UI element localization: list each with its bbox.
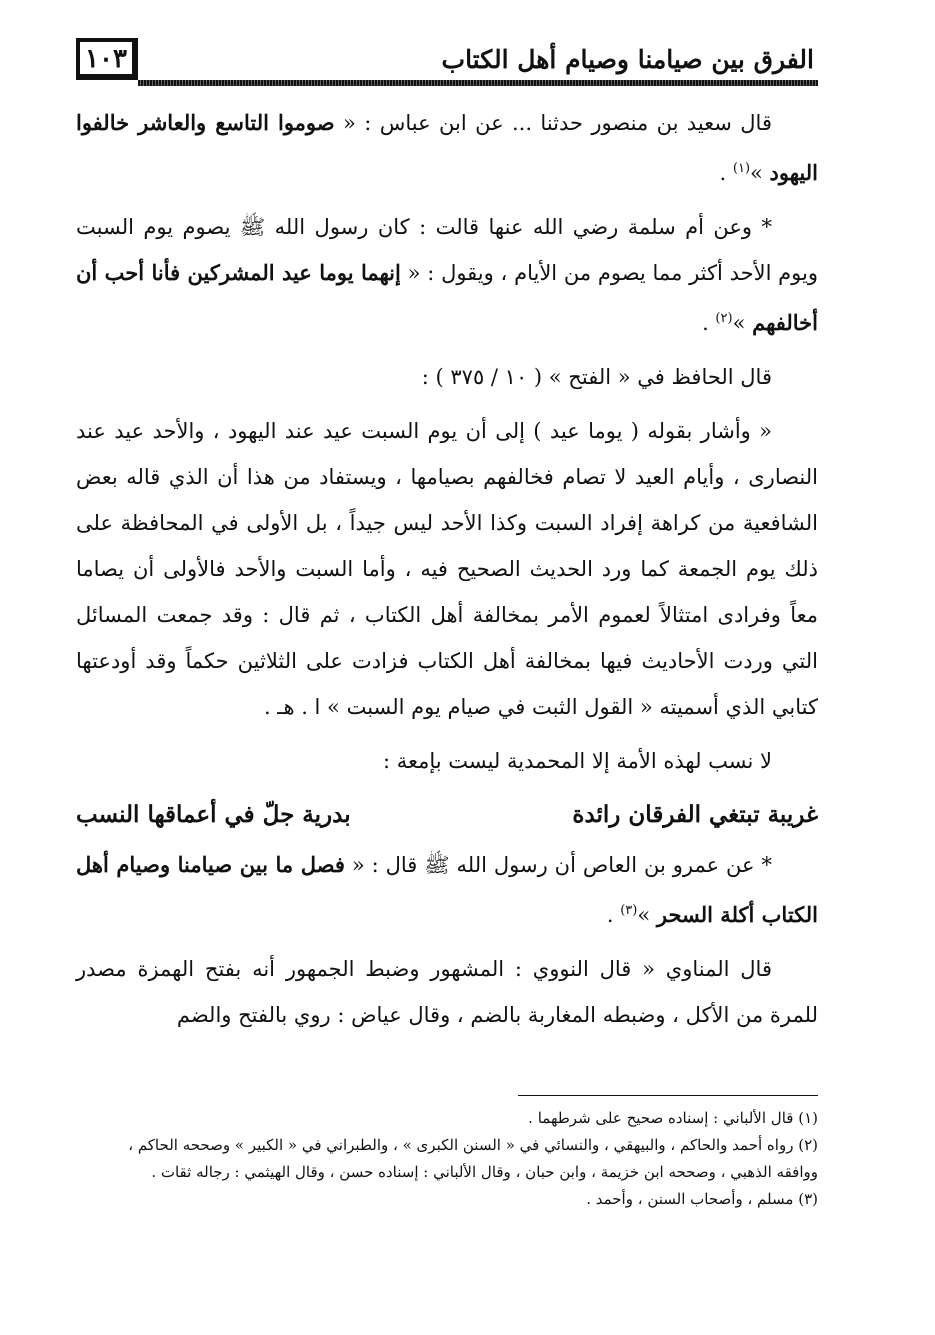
p1-text: قال سعيد بن منصور حدثنا ... عن ابن عباس : «: [334, 111, 772, 135]
footnote-3: [76, 1187, 818, 1212]
book-page: [76, 34, 818, 1234]
p2-tail: .: [702, 311, 716, 335]
paragraph-6: [76, 842, 818, 938]
page-header: [76, 34, 818, 86]
p2-quote-end: »: [732, 311, 753, 335]
p6-tail: .: [606, 903, 621, 927]
p6-text: * عن عمرو بن العاص أن رسول الله ﷺ قال : «: [344, 853, 772, 877]
paragraph-4: « وأشار بقوله ( يوما عيد ) إلى أن يوم السبت عيد عند اليهود ، والأحد عيد عند النصارى ، وأيام العيد لا تصام فخالفهم بصيامها ، ويستفاد من هذا أن الذي قاله بعض الشافعية من كراهة إفراد السبت وكذا الأحد ليس جيداً ، بل الأولى في المحافظة على ذلك يوم الجمعة كما ورد الحديث الصحيح فيه ، وأما السبت والأحد فالأولى أن يصاما معاً وفرادى امتثالاً لعموم الأمر بمخالفة أهل الكتاب ، ثم قال : وقد جمعت المسائل التي وردت الأحاديث فيها بمخالفة أهل الكتاب فزادت على الثلاثين حكماً وقد أودعتها كتابي الذي أسميته « القول الثبت في صيام يوم السبت » ا . هـ .: [76, 419, 818, 719]
footnote-ref-1[interactable]: (١): [732, 161, 751, 176]
verse-first-hemistich: غريبة تبتغي الفرقان رائدة: [572, 801, 818, 828]
footnote-text: قال الألباني : إسناده صحيح على شرطهما .: [528, 1109, 794, 1127]
paragraph-1: [76, 100, 818, 196]
paragraph-5: لا نسب لهذه الأمة إلا المحمدية ليست بإمعة :: [382, 749, 772, 773]
footnotes: [76, 1104, 818, 1214]
paragraph-2: [76, 204, 818, 346]
p2-hadith: إنهما يوما عيد المشركين فأنا أحب أن أخالفهم: [76, 260, 818, 335]
footnote-text: مسلم ، وأصحاب السنن ، وأحمد .: [586, 1190, 794, 1208]
p1-hadith: صوموا التاسع والعاشر خالفوا اليهود: [76, 110, 818, 185]
p6-quote-end: »: [637, 903, 657, 927]
footnote-number: (١): [798, 1109, 818, 1127]
footnote-2-continued: ووافقه الذهبي ، وصححه ابن خزيمة ، وابن حبان ، وقال الألباني : إسناده حسن ، وقال الهيثمي : رجاله ثقات .: [151, 1163, 818, 1181]
main-text: [76, 100, 818, 1046]
p1-tail: .: [719, 161, 733, 185]
p2-text: * وعن أم سلمة رضي الله عنها قالت : كان رسول الله ﷺ يصوم يوم السبت ويوم الأحد أكثر مما يصوم من الأيام ، ويقول : «: [76, 215, 818, 285]
footnote-divider: [518, 1095, 818, 1096]
running-title: الفرق بين صيامنا وصيام أهل الكتاب: [441, 45, 814, 74]
footnote-1: [76, 1106, 818, 1131]
footnote-2: [76, 1133, 818, 1158]
p6-hadith: فصل ما بين صيامنا وصيام أهل الكتاب أكلة السحر: [76, 852, 818, 927]
header-rule: [138, 80, 818, 86]
footnote-ref-2[interactable]: (٢): [715, 311, 733, 326]
poetry-verse: [76, 792, 818, 838]
footnote-number: (٢): [798, 1136, 818, 1154]
verse-second-hemistich: بدرية جلّ في أعماقها النسب: [76, 801, 351, 828]
footnote-text: رواه أحمد والحاكم ، والبيهقي ، والنسائي في « السنن الكبرى » ، والطبراني في « الكبير » وصححه الحاكم ،: [128, 1136, 794, 1154]
footnote-ref-3[interactable]: (٣): [620, 903, 638, 918]
page-number: ١٠٣: [76, 38, 138, 80]
paragraph-3: قال الحافظ في « الفتح » ( ١٠ / ٣٧٥ ) :: [421, 365, 772, 389]
p1-quote-end: »: [750, 161, 770, 185]
footnote-number: (٣): [798, 1190, 818, 1208]
paragraph-7: قال المناوي « قال النووي : المشهور وضبط الجمهور أنه بفتح الهمزة مصدر للمرة من الأكل ، وضبطه المغاربة بالضم ، وقال عياض : روي بالفتح والضم: [76, 957, 818, 1027]
